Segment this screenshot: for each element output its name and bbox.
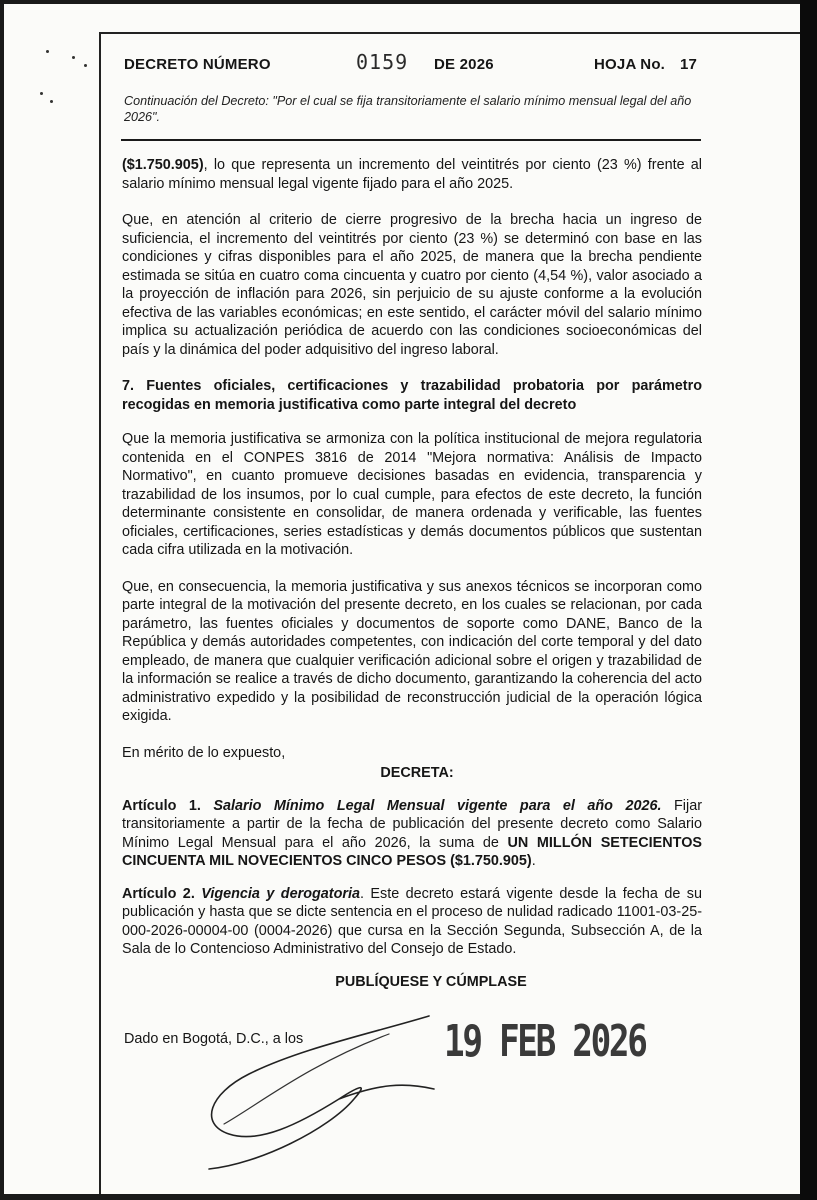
hoja-number: 17 <box>680 56 698 73</box>
paragraph-1 <box>122 156 702 193</box>
paragraph-3: Que la memoria justificativa se armoniza con la política institucional de mejora regulatoria contenida en el CONPES 3816 de 2014 "Mejora normativa: Análisis de Impacto Normativo", en cuanto promueve decisiones basadas en evidencia, transparencia y trazabilidad de los insumos, por lo cual cumple, para efectos de este decreto, la función determinante consistente en consolidar, de manera ordenada y verificable, las fuentes oficiales, certificaciones, series estadísticas y demás documentos públicos que sustentan cada cifra utilizada en la motivación. <box>122 431 702 558</box>
publiquese-heading: PUBLÍQUESE Y CÚMPLASE <box>335 973 527 990</box>
articulo-2-text: . Este decreto estará vigente desde la fecha de su publicación y hasta que se dicte sentencia en el proceso de nulidad radicado 11001-03-25-000-2026-00004-00 (0004-2026) que cursa en la Sección Segunda, Subsección A, de la Sala de lo Contencioso Administrativo del Consejo de Estado. <box>122 885 702 957</box>
paragraph-4: Que, en consecuencia, la memoria justificativa y sus anexos técnicos se incorporan como parte integral de la motivación del presente decreto, en los cuales se relacionan, por cada parámetro, las fuentes oficiales y documentos de soporte como DANE, Banco de la República y demás autoridades competentes, con indicación del corte temporal y del dato empleado, de manera que cualquier verificación adicional sobre el origen y trazabilidad de la información se realice a través de dicho documento, garantizando la coherencia del acto administrativo expedido y la posibilidad de reconstrucción judicial de la operación lógica exigida. <box>122 578 702 724</box>
amount-bold: ($1.750.905) <box>122 157 204 173</box>
section-7-title: 7. Fuentes oficiales, certificaciones y trazabilidad probatoria por parámetro recogidas en memoria justificativa como parte integral del decreto <box>122 378 702 413</box>
articulo-1-label: Artículo 1. <box>122 797 201 814</box>
articulo-1-text: Fijar transitoriamente a partir de la fecha de publicación del presente decreto como Salario Mínimo Legal Mensual para el año 2026, la suma de <box>122 797 702 851</box>
articulo-2-title: Vigencia y derogatoria <box>201 885 360 902</box>
continuation-subtitle: Continuación del Decreto: "Por el cual se fija transitoriamente el salario mínimo mensual legal del año 2026". <box>124 94 692 124</box>
articulo-1-amount: UN MILLÓN SETECIENTOS CINCUENTA MIL NOVECIENTOS CINCO PESOS ($1.750.905) <box>122 834 702 869</box>
handwritten-signature <box>189 1004 449 1174</box>
hoja-label: HOJA No. <box>594 56 666 73</box>
paragraph-1-text: , lo que representa un incremento del veintitrés por ciento (23 %) frente al salario mínimo mensual legal vigente fijado para el año 2025. <box>122 157 702 192</box>
scan-edge <box>800 0 817 1200</box>
decree-year: DE 2026 <box>434 56 494 73</box>
header-rule <box>121 139 701 141</box>
dado-en-text: Dado en Bogotá, D.C., a los <box>124 1031 304 1047</box>
paragraph-2: Que, en atención al criterio de cierre progresivo de la brecha hacia un ingreso de suficiencia, el incremento del veintitrés por ciento (23 %) se determinó con base en las condiciones y cifras disponibles para el año 2025, de manera que la brecha pendiente estimada se sitúa en cuatro coma cincuenta y cuatro por ciento (4,54 %), valor asociado a la proyección de inflación para 2026, sin perjuicio de su ajuste conforme a la evolución efectiva de las variables económicas; en este sentido, el carácter móvil del salario mínimo implica su actualización periódica de acuerdo con las condiciones socioeconómicas del país y la dinámica del poder adquisitivo del ingreso laboral. <box>122 212 702 358</box>
decree-number: 0159 <box>356 50 409 74</box>
document-page <box>4 4 800 1194</box>
articulo-1-title: Salario Mínimo Legal Mensual vigente para el año 2026. <box>213 797 662 814</box>
articulo-2 <box>122 885 702 959</box>
articulo-2-label: Artículo 2. <box>122 885 195 902</box>
articulo-1-end: . <box>531 853 536 869</box>
decree-header <box>124 50 704 78</box>
date-stamp: 19 FEB 2026 <box>444 1016 646 1067</box>
decreta-heading: DECRETA: <box>380 765 454 781</box>
articulo-1 <box>122 797 702 871</box>
document-body <box>122 156 702 991</box>
decreto-numero-label: DECRETO NÚMERO <box>124 56 271 73</box>
paragraph-merito: En mérito de lo expuesto, <box>122 744 286 761</box>
